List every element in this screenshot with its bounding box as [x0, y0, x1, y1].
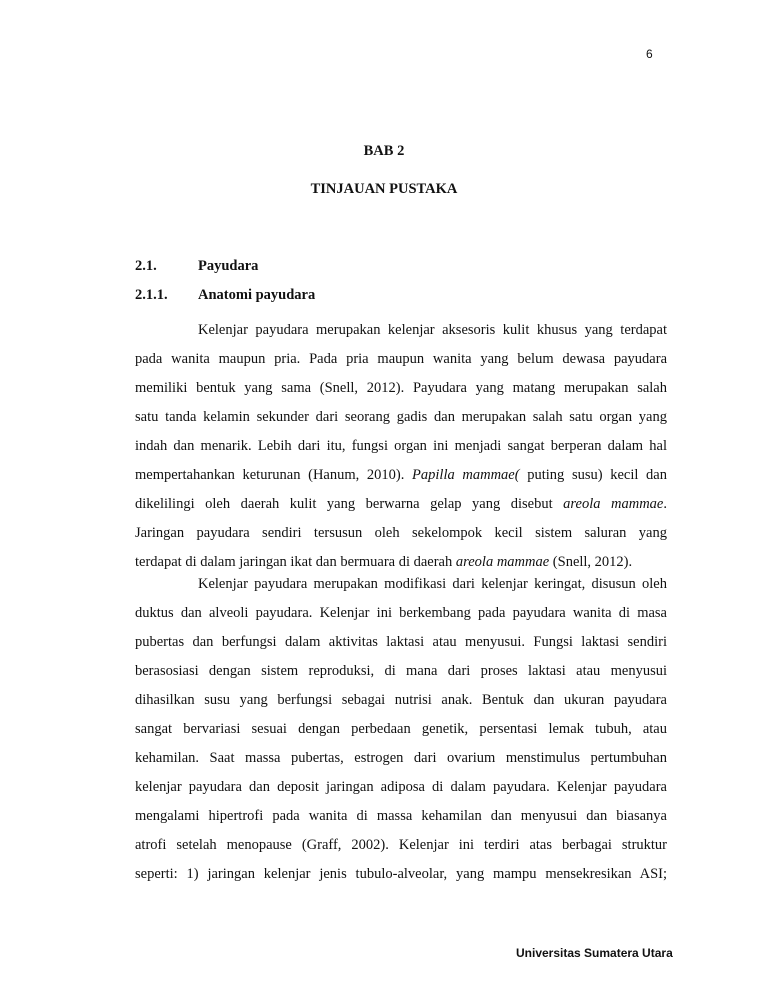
paragraph-2	[135, 570, 667, 889]
text-segment: (Snell, 2012).	[549, 554, 633, 570]
footer-university: Universitas Sumatera Utara	[516, 946, 673, 960]
text-line: satu tanda kelamin sekunder dari seorang gadis dan merupakan salah satu organ yang	[135, 409, 667, 425]
text-line: kelenjar payudara dan deposit jaringan adiposa di dalam payudara. Kelenjar payudara	[135, 779, 667, 795]
page-number: 6	[646, 47, 653, 61]
italic-term: areola mammae	[563, 496, 664, 512]
text-line: indah dan menarik. Lebih dari itu, fungsi organ ini menjadi sangat berperan dalam hal	[135, 438, 667, 454]
text-line: Jaringan payudara sendiri tersusun oleh sekelompok kecil sistem saluran yang	[135, 525, 667, 541]
text-line: Kelenjar payudara merupakan modifikasi dari kelenjar keringat, disusun oleh	[198, 576, 667, 592]
text-segment: .	[663, 496, 667, 512]
text-line: atrofi setelah menopause (Graff, 2002). Kelenjar ini terdiri atas berbagai struktur	[135, 837, 667, 853]
chapter-number: BAB 2	[363, 143, 405, 159]
text-line: berasosiasi dengan sistem reproduksi, di mana dari proses laktasi atau menyusui	[135, 663, 667, 679]
subsection-number: 2.1.1.	[135, 287, 168, 303]
text-line	[135, 461, 667, 490]
text-line: mengalami hipertrofi pada wanita di massa kehamilan dan menyusui dan biasanya	[135, 808, 667, 824]
text-line: pubertas dan berfungsi dalam aktivitas laktasi atau menyusui. Fungsi laktasi sendiri	[135, 634, 667, 650]
text-line: memiliki bentuk yang sama (Snell, 2012). Payudara yang matang merupakan salah	[135, 380, 667, 396]
paragraph-1	[135, 316, 667, 577]
text-line: kehamilan. Saat massa pubertas, estrogen dari ovarium menstimulus pertumbuhan	[135, 750, 667, 766]
italic-term: areola mammae	[455, 554, 550, 570]
section-heading	[135, 258, 258, 275]
subsection-title: Anatomi payudara	[198, 287, 316, 303]
chapter-title: TINJAUAN PUSTAKA	[310, 181, 458, 197]
text-line: duktus dan alveoli payudara. Kelenjar ini berkembang pada payudara wanita di masa	[135, 605, 667, 621]
text-line	[135, 490, 667, 519]
text-line: dihasilkan susu yang berfungsi sebagai nutrisi anak. Bentuk dan ukuran payudara	[135, 692, 667, 708]
italic-term: Papilla mammae(	[412, 467, 520, 483]
text-segment: puting susu) kecil dan	[519, 467, 667, 483]
text-segment: mempertahankan keturunan (Hanum, 2010).	[135, 467, 413, 483]
text-segment: dikelilingi oleh daerah kulit yang berwarna gelap yang disebut	[135, 496, 564, 512]
text-line: Kelenjar payudara merupakan kelenjar aksesoris kulit khusus yang terdapat	[198, 322, 667, 338]
text-segment: terdapat di dalam jaringan ikat dan bermuara di daerah	[135, 554, 456, 570]
section-number: 2.1.	[135, 258, 157, 274]
text-line: sangat bervariasi sesuai dengan perbedaan genetik, persentasi lemak tubuh, atau	[135, 721, 667, 737]
text-line: seperti: 1) jaringan kelenjar jenis tubulo-alveolar, yang mampu mensekresikan ASI;	[135, 866, 667, 882]
section-title: Payudara	[198, 258, 259, 274]
text-line: pada wanita maupun pria. Pada pria maupun wanita yang belum dewasa payudara	[135, 351, 667, 367]
subsection-heading	[135, 287, 315, 304]
